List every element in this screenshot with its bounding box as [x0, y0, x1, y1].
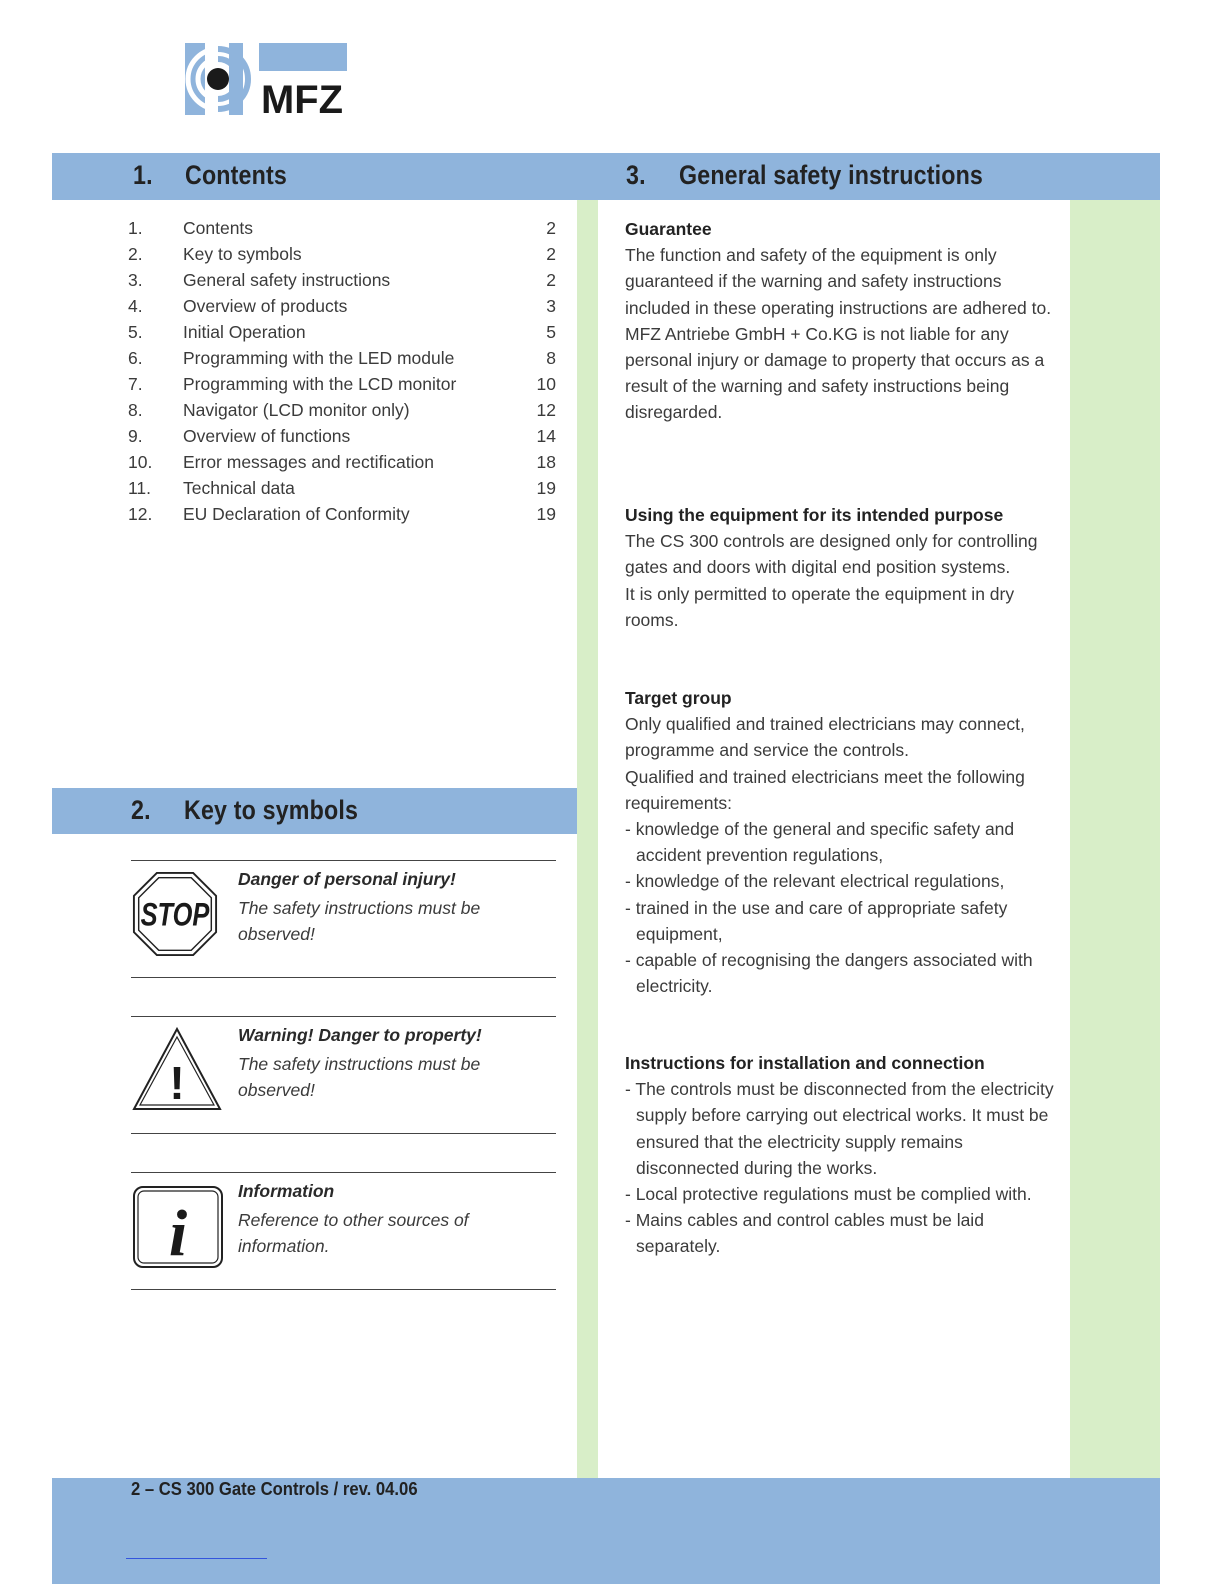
toc-title: Key to symbols	[183, 244, 302, 264]
toc-page: 2	[546, 218, 556, 238]
toc-row[interactable]	[128, 452, 556, 478]
footer-link-underline[interactable]	[126, 1558, 267, 1559]
toc-page: 18	[536, 452, 556, 472]
symbol-text: Reference to other sources of information.	[238, 1210, 469, 1256]
toc-page: 8	[546, 348, 556, 368]
toc-row[interactable]	[128, 348, 556, 374]
symbol-box-information	[131, 1172, 556, 1290]
toc-row[interactable]	[128, 478, 556, 504]
toc-page: 2	[546, 244, 556, 264]
toc-page: 12	[536, 400, 556, 420]
toc-row[interactable]	[128, 244, 556, 270]
toc-page: 5	[546, 322, 556, 342]
guarantee-heading: Guarantee	[625, 219, 712, 239]
installation-bullet: - The controls must be disconnected from the electricity supply before carrying out electrical works. It must be ensured that the electricity supply remains disconnected during the works.	[625, 1079, 1054, 1178]
symbol-box-warning	[131, 1016, 556, 1134]
toc-title: Programming with the LCD monitor	[183, 374, 457, 394]
warning-triangle-icon	[132, 1027, 222, 1111]
toc-title: Navigator (LCD monitor only)	[183, 400, 410, 420]
toc-number: 3.	[128, 270, 143, 290]
guarantee-paragraph: MFZ Antriebe GmbH + Co.KG is not liable for any personal injury or damage to property that occurs as a result of the warning and safety instructions being disregarded.	[625, 323, 1045, 423]
section3-title: General safety instructions	[679, 160, 984, 190]
toc-number: 11.	[128, 478, 152, 498]
toc-row[interactable]	[128, 374, 556, 400]
footer-text: 2 – CS 300 Gate Controls / rev. 04.06	[131, 1478, 418, 1499]
mfz-logo	[185, 43, 347, 122]
toc-number: 8.	[128, 400, 143, 420]
toc-title: Initial Operation	[183, 322, 306, 342]
intended-use-section	[625, 502, 1060, 633]
toc-row[interactable]	[128, 426, 556, 452]
toc-number: 6.	[128, 348, 143, 368]
toc-title: Overview of products	[183, 296, 348, 316]
information-icon-text: i	[168, 1197, 188, 1270]
toc-title: Error messages and rectification	[183, 452, 434, 472]
installation-bullet: - Mains cables and control cables must be laid separately.	[625, 1210, 984, 1257]
toc-number: 9.	[128, 426, 143, 446]
toc-number: 10.	[128, 452, 153, 472]
toc-title: Contents	[183, 218, 254, 238]
stop-sign-icon	[132, 871, 218, 957]
symbol-box-danger	[131, 860, 556, 978]
toc-title: Technical data	[183, 478, 295, 498]
target-group-heading: Target group	[625, 688, 732, 708]
toc-title: Overview of functions	[183, 426, 351, 446]
target-group-section	[625, 685, 1060, 999]
target-group-bullet: - knowledge of the general and specific safety and accident prevention regulations,	[625, 819, 1015, 866]
toc-title: Programming with the LED module	[183, 348, 455, 368]
installation-bullet: - Local protective regulations must be complied with.	[625, 1184, 1032, 1205]
toc-number: 1.	[128, 218, 143, 238]
toc-row[interactable]	[128, 322, 556, 348]
symbol-text: The safety instructions must be observed!	[238, 898, 481, 944]
symbol-title: Warning! Danger to property!	[238, 1025, 482, 1045]
symbol-title: Information	[238, 1181, 335, 1201]
toc-page: 3	[546, 296, 556, 316]
toc-number: 4.	[128, 296, 143, 316]
toc-number: 12.	[128, 504, 153, 524]
section2-title: Key to symbols	[184, 795, 359, 825]
toc-number: 5.	[128, 322, 143, 342]
target-group-paragraph: Qualified and trained electricians meet the following requirements:	[625, 766, 1025, 813]
toc-number: 2.	[128, 244, 143, 264]
section1-number: 1.	[133, 160, 153, 190]
logo-text: MFZ	[261, 78, 343, 122]
section2-number: 2.	[131, 795, 151, 825]
intended-use-paragraph: It is only permitted to operate the equipment in dry rooms.	[625, 583, 1015, 630]
green-column-right	[1070, 200, 1160, 1478]
toc-page: 19	[536, 504, 556, 524]
target-group-bullet: - knowledge of the relevant electrical regulations,	[625, 871, 1005, 892]
toc-row[interactable]	[128, 400, 556, 426]
symbol-text: The safety instructions must be observed!	[238, 1054, 481, 1100]
symbol-title: Danger of personal injury!	[238, 869, 456, 889]
toc-page: 19	[536, 478, 556, 498]
target-group-bullet: - capable of recognising the dangers associated with electricity.	[625, 950, 1033, 997]
section3-number: 3.	[626, 160, 646, 190]
green-column-left	[577, 200, 598, 1478]
toc-row[interactable]	[128, 504, 556, 530]
toc-row[interactable]	[128, 270, 556, 296]
toc-row[interactable]	[128, 296, 556, 322]
toc-number: 7.	[128, 374, 143, 394]
toc-title: EU Declaration of Conformity	[183, 504, 410, 524]
toc-page: 10	[536, 374, 556, 394]
intended-use-heading: Using the equipment for its intended purpose	[625, 505, 1004, 525]
installation-section	[625, 1050, 1060, 1260]
section1-title: Contents	[185, 160, 287, 190]
target-group-bullet: - trained in the use and care of appropriate safety equipment,	[625, 897, 1008, 944]
toc-page: 14	[536, 426, 556, 446]
installation-heading: Instructions for installation and connection	[625, 1053, 985, 1073]
target-group-paragraph: Only qualified and trained electricians may connect, programme and service the controls.	[625, 714, 1025, 761]
guarantee-paragraph: The function and safety of the equipment is only guaranteed if the warning and safety instructions included in these operating instructions are adhered to.	[625, 245, 1052, 318]
intended-use-paragraph: The CS 300 controls are designed only for controlling gates and doors with digital end position systems.	[625, 531, 1038, 578]
warning-triangle-text: !	[169, 1057, 185, 1109]
toc-row[interactable]	[128, 218, 556, 244]
toc-page: 2	[546, 270, 556, 290]
information-icon	[132, 1185, 224, 1269]
toc-title: General safety instructions	[183, 270, 391, 290]
guarantee-section	[625, 216, 1060, 426]
stop-sign-text: STOP	[140, 896, 210, 933]
